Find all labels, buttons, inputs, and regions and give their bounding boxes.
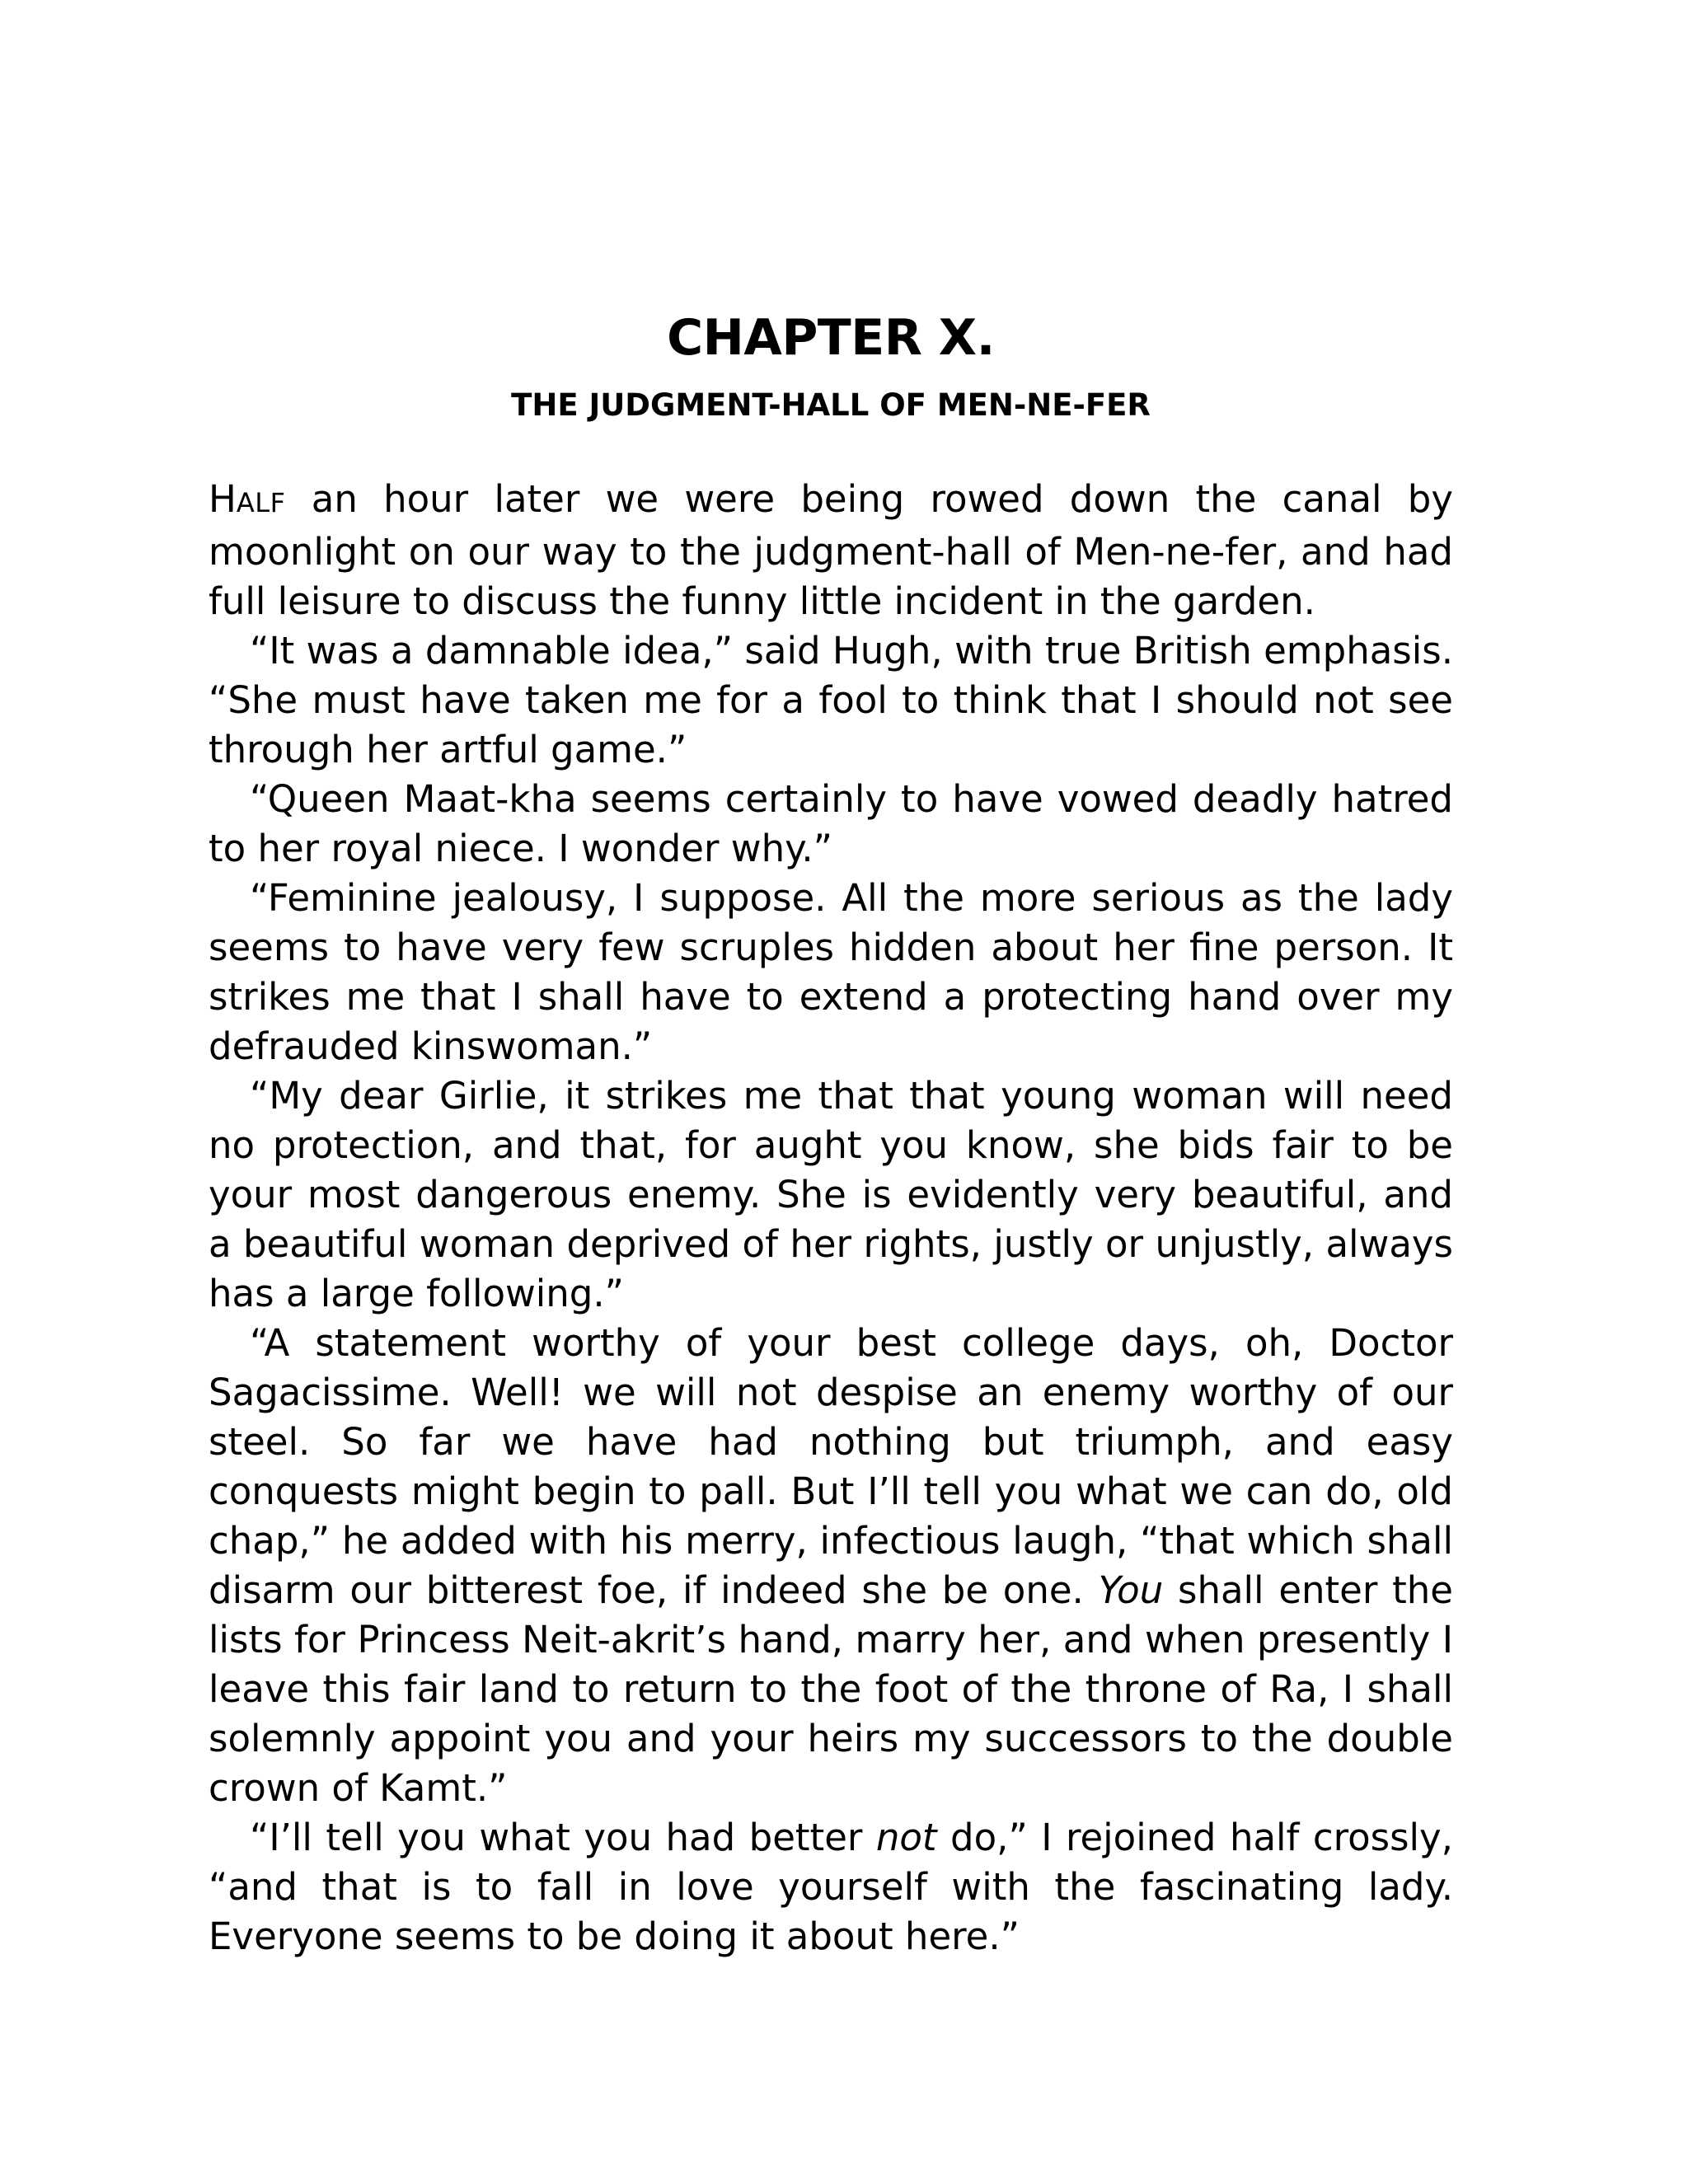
paragraph-2: “It was a damnable idea,” said Hugh, with true British emphasis. “She must have taken me for a fool to think that I should not see through her artful game.” bbox=[209, 629, 1453, 771]
paragraph-1-text: an hour later we were being rowed down the canal by moonlight on our way to the judgment-hall of Men-ne-fer, and had full leisure to discuss the funny little incident in the garden. bbox=[209, 477, 1453, 623]
paragraph-7 bbox=[209, 1813, 1453, 1961]
emphasis-not: not bbox=[875, 1816, 937, 1859]
paragraph-4: “Feminine jealousy, I suppose. All the more serious as the lady seems to have very few scruples hidden about her fine person. It strikes me that I shall have to extend a protecting hand over my defrauded kinswoman.” bbox=[209, 876, 1453, 1068]
paragraph-3: “Queen Maat-kha seems certainly to have vowed deadly hatred to her royal niece. I wonder why.” bbox=[209, 777, 1453, 870]
paragraph-6-text-before: “A statement worthy of your best college days, oh, Doctor Sagacissime. Well! we will not despise an enemy worthy of our steel. So far we have had nothing but triumph, and easy conquests might begin to pall. But I’ll tell you what we can do, old chap,” he added with his merry, infectious laugh, “that which shall disarm our bitterest foe, if indeed she be one. bbox=[209, 1321, 1453, 1612]
chapter-title: CHAPTER X. bbox=[667, 309, 995, 367]
emphasis-you: You bbox=[1098, 1568, 1164, 1612]
paragraph-5: “My dear Girlie, it strikes me that that young woman will need no protection, and that, for aught you know, she bids fair to be your most dangerous enemy. She is evidently very beautiful, and a beautiful woman deprived of her rights, justly or unjustly, always has a large following.” bbox=[209, 1074, 1453, 1315]
paragraph-6-text-after: shall enter the lists for Princess Neit-akrit’s hand, marry her, and when presently I leave this fair land to return to the foot of the throne of Ra, I shall solemnly appoint you and your heirs my successors to the double crown of Kamt.” bbox=[209, 1568, 1453, 1810]
small-caps-opening: ALF bbox=[236, 487, 286, 518]
chapter-subtitle: THE JUDGMENT-HALL OF MEN-NE-FER bbox=[511, 387, 1151, 423]
paragraph-1 bbox=[209, 475, 1453, 626]
paragraph-7-text-after: do,” I rejoined half crossly, “and that is to fall in love yourself with the fascinating lady. Everyone seems to be doing it about here.” bbox=[209, 1816, 1453, 1958]
small-caps-first-letter: H bbox=[209, 477, 237, 521]
book-page bbox=[209, 305, 1453, 1961]
paragraph-7-text-before: “I’ll tell you what you had better bbox=[250, 1816, 876, 1859]
chapter-body bbox=[209, 475, 1453, 1961]
paragraph-6 bbox=[209, 1319, 1453, 1813]
